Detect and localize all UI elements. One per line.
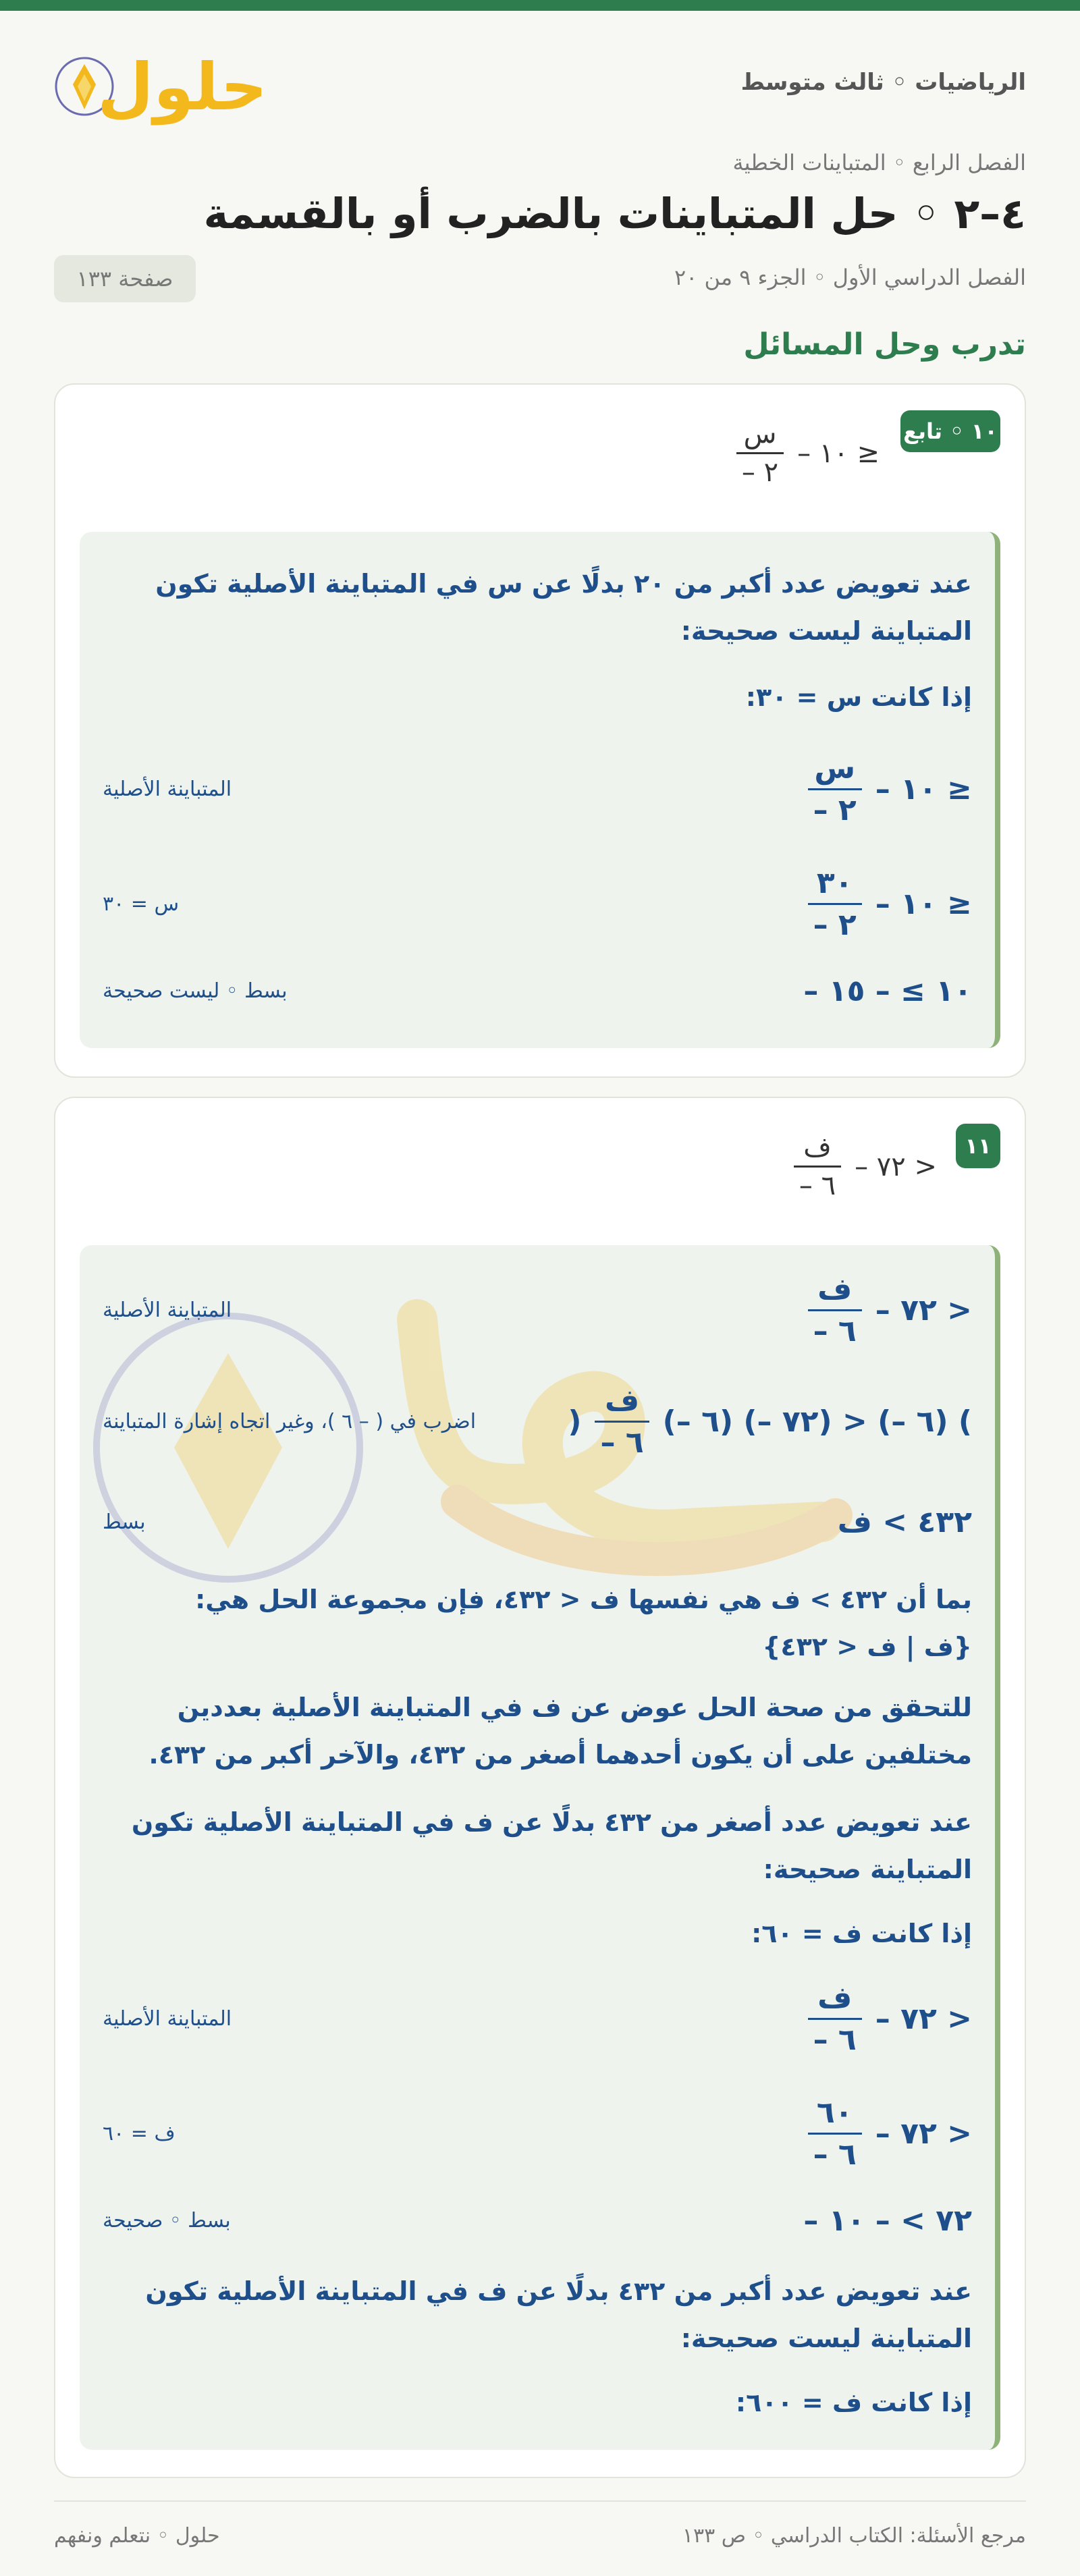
- step-equation: [804, 1272, 972, 1348]
- subject-label: الرياضيات ◦ ثالث متوسط: [740, 69, 1026, 96]
- solution-step: [103, 2203, 972, 2238]
- step-note: اضرب في ( – ٦ )، وغير اتجاه إشارة المتباينة: [103, 1410, 477, 1433]
- equation-text: – ١٠ ≥: [875, 887, 972, 921]
- solution-step: [103, 2095, 972, 2172]
- step-note: ف = ٦٠: [103, 2122, 176, 2145]
- frac-numerator: ٣٠: [816, 866, 853, 900]
- solution-paragraph: بما أن ٤٣٢ > ف هي نفسها ف < ٤٣٢، فإن مجموعة الحل هي:: [195, 1585, 972, 1614]
- step-equation: [804, 751, 972, 827]
- question-inequality: [790, 1132, 937, 1201]
- equation-text: (– ٦) (– ٧٢) > (– ٦) (: [662, 1404, 972, 1439]
- equation-close-paren: ): [568, 1404, 582, 1439]
- solution-step: [103, 1383, 972, 1460]
- solution-paragraph: عند تعويض عدد أصغر من ٤٣٢ بدلًا عن ف في المتباينة الأصلية تكون المتباينة صحيحة:: [131, 1807, 972, 1884]
- logo-text: حلول: [97, 49, 267, 125]
- equation-text: – ١٠ ≥: [875, 772, 972, 806]
- question-11-card: [54, 1097, 1026, 2478]
- halool-logo: [54, 47, 267, 128]
- frac-denominator: – ٦: [808, 2018, 862, 2057]
- step-equation: [804, 2095, 972, 2172]
- inequality-left: – ١٠ ≥: [797, 437, 880, 469]
- solution-step: [103, 1272, 972, 1348]
- frac-denominator: – ٢: [808, 903, 862, 942]
- frac-denominator: – ٦: [808, 1309, 862, 1348]
- step-equation: [804, 1981, 972, 2057]
- substitution-line: إذا كانت ف = ٦٠:: [751, 1919, 972, 1948]
- solution-step: [103, 1981, 972, 2057]
- solution-step: [103, 974, 972, 1008]
- frac-denominator: – ٢: [736, 452, 784, 488]
- frac-numerator: ف: [817, 1981, 853, 2015]
- solution-step: [103, 1505, 972, 1539]
- equation-text: – ٧٢ >: [875, 2002, 972, 2036]
- inequality-left: – ٧٢ >: [855, 1151, 937, 1182]
- page-number-badge: صفحة ١٣٣: [54, 255, 196, 302]
- frac-denominator: – ٦: [595, 1421, 649, 1460]
- frac-numerator: ف: [803, 1132, 832, 1163]
- solution-set: {ف | ف < ٤٣٢}: [762, 1632, 972, 1662]
- solution-paragraph: عند تعويض عدد أكبر من ٢٠ بدلًا عن س في المتباينة الأصلية تكون المتباينة ليست صحيحة:: [155, 569, 972, 646]
- step-note: س = ٣٠: [103, 892, 180, 916]
- frac-denominator: – ٢: [808, 788, 862, 827]
- frac-numerator: س: [743, 418, 777, 449]
- solution-box: [80, 532, 1000, 1048]
- step-equation: – ٧٢ > – ١٠: [803, 2203, 972, 2238]
- step-note: بسط ◦ صحيحة: [103, 2209, 231, 2232]
- question-10-card: [54, 383, 1026, 1078]
- frac-numerator: س: [814, 751, 856, 786]
- step-equation: – ١٠ ≥ – ١٥: [803, 974, 972, 1008]
- section-title: تدرب وحل المسائل: [743, 327, 1026, 362]
- step-note: المتباينة الأصلية: [103, 1298, 232, 1322]
- question-inequality: [732, 418, 880, 488]
- solution-paragraph: للتحقق من صحة الحل عوض عن ف في المتباينة الأصلية بعددين مختلفين على أن يكون أحدهما أصغر من ٤٣٢، والآخر أكبر من ٤٣٢.: [148, 1693, 972, 1770]
- chapter-label: الفصل الرابع ◦ المتباينات الخطية: [732, 150, 1026, 175]
- equation-text: – ٧٢ >: [875, 1293, 972, 1327]
- top-accent-bar: [0, 0, 1080, 11]
- substitution-line: إذا كانت ف = ٦٠٠:: [735, 2388, 972, 2417]
- lesson-title: ٤–٢ ◦ حل المتباينات بالضرب أو بالقسمة: [203, 189, 1026, 238]
- substitution-line: إذا كانت س = ٣٠:: [745, 682, 972, 712]
- step-note: المتباينة الأصلية: [103, 777, 232, 801]
- footer-divider: [54, 2500, 1026, 2502]
- question-badge: ١٠ ◦ تابع: [900, 410, 1000, 452]
- term-meta: الفصل الدراسي الأول ◦ الجزء ٩ من ٢٠: [674, 265, 1026, 290]
- solution-box: [80, 1245, 1000, 2450]
- step-equation: [804, 866, 972, 942]
- step-note: بسط: [103, 1510, 146, 1534]
- frac-denominator: – ٦: [808, 2133, 862, 2172]
- frac-denominator: – ٦: [794, 1166, 841, 1201]
- footer-brand: حلول ◦ نتعلم ونفهم: [54, 2524, 220, 2548]
- frac-numerator: ف: [605, 1383, 640, 1418]
- step-note: المتباينة الأصلية: [103, 2007, 232, 2031]
- equation-text: – ٧٢ >: [875, 2116, 972, 2151]
- solution-step: [103, 866, 972, 942]
- question-badge: ١١: [956, 1124, 1000, 1168]
- frac-numerator: ف: [817, 1272, 853, 1307]
- page-header: [54, 47, 1026, 128]
- step-equation: ٤٣٢ > ف: [837, 1505, 972, 1539]
- step-equation: [568, 1383, 972, 1460]
- frac-numerator: ٦٠: [816, 2095, 853, 2130]
- solution-paragraph: عند تعويض عدد أكبر من ٤٣٢ بدلًا عن ف في المتباينة الأصلية تكون المتباينة ليست صحيحة:: [145, 2276, 972, 2353]
- step-note: بسط ◦ ليست صحيحة: [103, 979, 288, 1003]
- solution-step: [103, 751, 972, 827]
- footer-reference: مرجع الأسئلة: الكتاب الدراسي ◦ ص ١٣٣: [682, 2524, 1026, 2548]
